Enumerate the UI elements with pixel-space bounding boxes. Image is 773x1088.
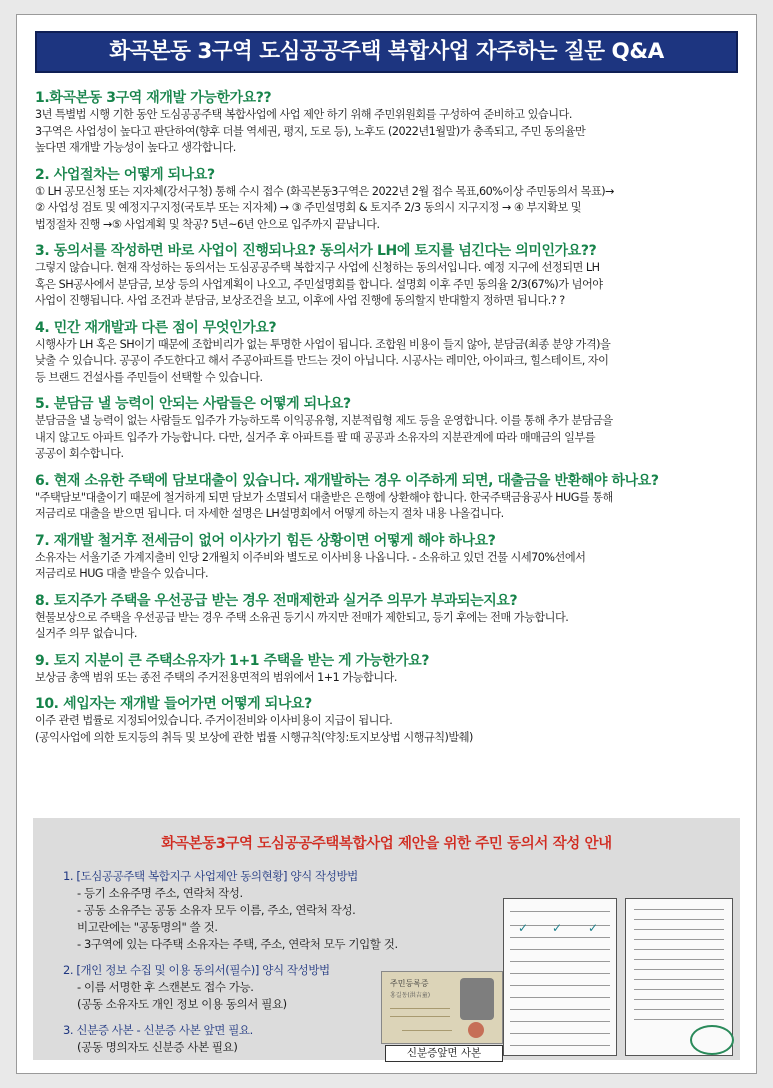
id-card-line [390, 1008, 450, 1009]
qa-item-3 [35, 242, 745, 310]
answer-line: ② 사업성 검토 및 예정지구지정(국토부 또는 지자체) → ③ 주민설명회 & 토지주 2/3 동의시 지구지정 → ④ 부지확보 및 [35, 201, 582, 214]
question-8: 8. 토지주가 주택을 우선공급 받는 경우 전매제한과 실거주 의무가 부과되는지요? [35, 592, 518, 609]
question-1: 1.화곡본동 3구역 재개발 가능한가요?? [35, 90, 272, 106]
answer-line: 실거주 의무 없습니다. [35, 627, 137, 640]
privacy-consent-form-sample [625, 898, 733, 1056]
guide-step-1 [63, 868, 463, 953]
guide-step-heading: 1. [도심공공주택 복합지구 사업제안 동의현황] 양식 작성방법 [63, 869, 358, 883]
answer-line: 혹은 SH공사에서 분담금, 보상 등의 사업계획이 나오고, 주민설명회를 합니다. 설명회 이후 주민 동의율 2/3(67%)가 넘어야 [35, 277, 603, 291]
qa-list [35, 89, 745, 746]
answer-line: 시행사가 LH 혹은 SH이기 때문에 조합비리가 없는 투명한 사업이 됩니다. 조합원 비용이 들지 않아, 분담금(최종 분양 가격)을 [35, 337, 611, 351]
signature-circle-icon [690, 1025, 734, 1055]
check-mark-icon: ✓ [552, 921, 563, 935]
qa-item-9 [35, 652, 745, 687]
form-text-line [634, 909, 724, 910]
question-5: 5. 분담금 낼 능력이 안되는 사람들은 어떻게 되나요? [35, 396, 351, 412]
id-card-line [390, 1016, 450, 1017]
consent-guide-box [33, 818, 740, 1060]
id-seal-icon [468, 1022, 484, 1038]
guide-step-line: (공동 소유자도 개인 정보 이용 동의서 필요) [77, 997, 287, 1011]
form-row-line [510, 961, 610, 962]
check-mark-icon: ✓ [588, 921, 599, 935]
id-card-sample [381, 971, 503, 1044]
guide-step-line: - 공동 소유주는 공동 소유자 모두 이름, 주소, 연락처 작성. [77, 903, 356, 917]
consent-status-form-sample [503, 898, 617, 1056]
answer-line: 높다면 재개발 가능성이 높다고 생각합니다. [35, 141, 236, 154]
answer-line: 소유자는 서울기준 가계지출비 인당 2개월치 이주비와 별도로 이사비용 나옵니다. - 소유하고 있던 건물 시세70%선에서 [35, 550, 586, 564]
question-6: 6. 현재 소유한 주택에 담보대출이 있습니다. 재개발하는 경우 이주하게 되면, 대출금을 반환해야 하나요? [35, 472, 659, 489]
answer-line: 저금리로 HUG 대출 받을수 있습니다. [35, 567, 209, 580]
form-text-line [634, 929, 724, 930]
form-text-line [634, 1019, 724, 1020]
form-row-line [510, 937, 610, 938]
guide-step-line: - 등기 소유주명 주소, 연락처 작성. [77, 886, 243, 900]
answer-line: 3년 특별법 시행 기한 동안 도심공공주택 복합사업에 사업 제안 하기 위해 주민위원회를 구성하여 준비하고 있습니다. [35, 108, 572, 121]
form-text-line [634, 969, 724, 970]
answer-line: 저금리로 대출을 받으면 됩니다. 더 자세한 설명은 LH설명회에서 어떻게 하는지 절차 내용 나올겁니다. [35, 507, 504, 520]
question-3: 3. 동의서를 작성하면 바로 사업이 진행되나요? 동의서가 LH에 토지를 넘긴다는 의미인가요?? [35, 243, 597, 259]
form-text-line [634, 949, 724, 950]
form-row-line [510, 1009, 610, 1010]
qa-item-5 [35, 395, 745, 463]
form-row-line [510, 1045, 610, 1046]
qa-item-6 [35, 472, 745, 523]
guide-title: 화곡본동3구역 도심공공주택복합사업 제안을 위한 주민 동의서 작성 안내 [161, 836, 612, 852]
form-row-line [510, 1033, 610, 1034]
qa-item-2 [35, 166, 745, 234]
form-row-line [510, 973, 610, 974]
answer-line: "주택담보"대출이기 때문에 철거하게 되면 담보가 소멸되서 대출받은 은행에 상환해야 합니다. 한국주택금융공사 HUG를 통해 [35, 490, 613, 504]
question-9: 9. 토지 지분이 큰 주택소유자가 1+1 주택을 받는 게 가능한가요? [35, 652, 430, 669]
form-row-line [510, 997, 610, 998]
question-2: 2. 사업절차는 어떻게 되나요? [35, 166, 215, 183]
qa-item-10 [35, 695, 745, 746]
answer-line: 공공이 회수합니다. [35, 447, 124, 460]
form-row-line [510, 985, 610, 986]
id-card-line [402, 1030, 452, 1031]
guide-step-line: - 이름 서명한 후 스캔본도 접수 가능. [77, 980, 254, 994]
question-7: 7. 재개발 철거후 전세금이 없어 이사가기 힘든 상황이면 어떻게 해야 하나요? [35, 532, 496, 549]
form-row-line [510, 911, 610, 912]
form-text-line [634, 1009, 724, 1010]
id-card-name: 홍길동(洪吉童) [390, 992, 431, 999]
check-mark-icon: ✓ [518, 921, 529, 935]
answer-line: ① LH 공모신청 또는 지자체(강서구청) 통해 수시 접수 (화곡본동3구역은 2022년 2월 접수 목표,60%이상 주민동의서 목표)→ [35, 184, 615, 198]
page-title: 화곡본동 3구역 도심공공주택 복합사업 자주하는 질문 Q&A [35, 31, 738, 73]
question-4: 4. 민간 재개발과 다른 점이 무엇인가요? [35, 319, 277, 336]
answer-line: 낮출 수 있습니다. 공공이 주도한다고 해서 주공아파트를 만드는 것이 아닙니다. 시공사는 레미안, 아이파크, 힐스테이트, 자이 [35, 354, 609, 367]
guide-step-heading: 3. 신분증 사본 - 신분증 사본 앞면 필요. [63, 1023, 253, 1037]
form-text-line [634, 989, 724, 990]
answer-line: 그렇지 않습니다. 현재 작성하는 동의서는 도심공공주택 복합지구 사업에 신청하는 동의서입니다. 예정 지구에 선정되면 LH [35, 261, 600, 274]
answer-line: (공익사업에 의한 토지등의 취득 및 보상에 관한 법률 시행규칙(약칭:토지보상법 시행규칙)발췌) [35, 730, 473, 744]
guide-step-line: - 3구역에 있는 다주택 소유자는 주택, 주소, 연락처 모두 기입할 것. [77, 937, 398, 951]
form-text-line [634, 979, 724, 980]
flyer-page [16, 14, 757, 1074]
id-photo-placeholder [460, 978, 494, 1020]
id-card-title: 주민등록증 [390, 979, 429, 988]
answer-line: 현물보상으로 주택을 우선공급 받는 경우 주택 소유권 등기시 까지만 전매가 제한되고, 등기 후에는 전매 가능합니다. [35, 610, 569, 624]
answer-line: 법정절차 진행 →⑤ 사업계획 및 착공? 5년~6년 안으로 입주까지 끝납니다. [35, 217, 380, 231]
id-card-caption: 신분증앞면 사본 [385, 1045, 503, 1062]
answer-line: 보상금 총액 범위 또는 종전 주택의 주거전용면적의 범위에서 1+1 가능합니다. [35, 670, 397, 684]
form-text-line [634, 939, 724, 940]
answer-line: 이주 관련 법률로 지정되어있습니다. 주거이전비와 이사비용이 지급이 됩니다. [35, 714, 393, 727]
question-10: 10. 세입자는 재개발 들어가면 어떻게 되나요? [35, 696, 312, 712]
form-text-line [634, 919, 724, 920]
answer-line: 등 브랜드 건설사를 주민들이 선택할 수 있습니다. [35, 370, 263, 384]
answer-line: 사업이 진행됩니다. 사업 조건과 분담금, 보상조건을 보고, 이후에 사업 진행에 동의할지 반대할지 정하면 됩니다.? ? [35, 294, 565, 307]
answer-line: 내지 않고도 아파트 입주가 가능합니다. 다만, 실거주 후 아파트를 팔 때 공공과 소유자의 지분관계에 따라 매매금의 일부를 [35, 430, 596, 444]
guide-step-heading: 2. [개인 정보 수집 및 이용 동의서(필수)] 양식 작성방법 [63, 963, 330, 977]
qa-item-8 [35, 592, 745, 643]
form-row-line [510, 949, 610, 950]
form-text-line [634, 999, 724, 1000]
guide-step-line: 비고란에는 "공동명의" 쓸 것. [77, 920, 218, 934]
qa-item-1 [35, 89, 745, 157]
answer-line: 3구역은 사업성이 높다고 판단하여(향후 더블 역세권, 평지, 도로 등), 노후도 (2022년1월말)가 충족되고, 주민 동의율만 [35, 124, 586, 138]
form-text-line [634, 959, 724, 960]
answer-line: 분담금을 낼 능력이 없는 사람들도 입주가 가능하도록 이익공유형, 지분적립형 제도 등을 운영합니다. 이를 통해 추가 분담금을 [35, 414, 613, 427]
qa-item-7 [35, 532, 745, 583]
qa-item-4 [35, 319, 745, 387]
form-row-line [510, 1021, 610, 1022]
guide-step-line: (공동 명의자도 신분증 사본 필요) [77, 1040, 238, 1054]
